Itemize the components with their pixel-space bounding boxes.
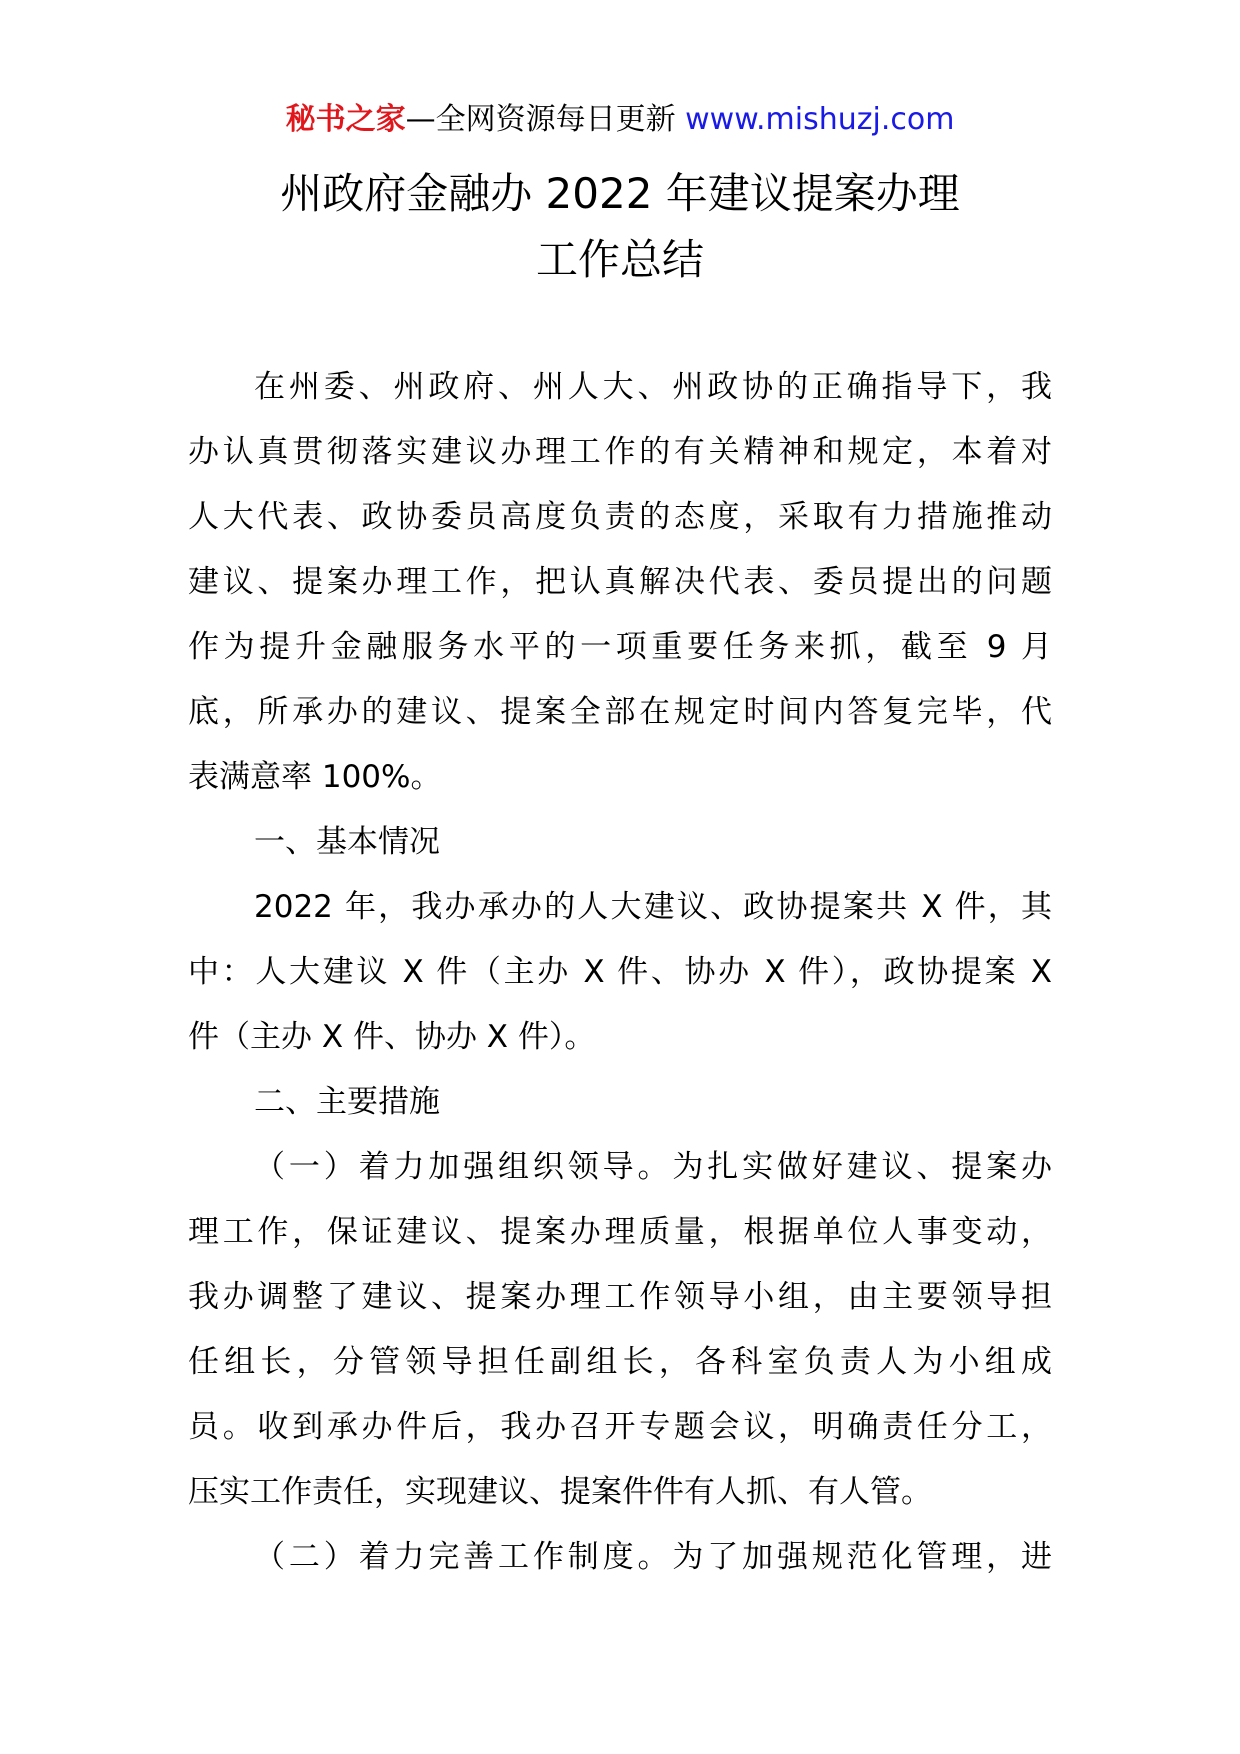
- paragraph-line: 理工作，保证建议、提案办理质量，根据单位人事变动，: [188, 1214, 1052, 1250]
- paragraph-line: 我办调整了建议、提案办理工作领导小组，由主要领导担: [188, 1279, 1052, 1315]
- section-heading: 一、基本情况: [254, 824, 440, 860]
- paragraph-line: （二）着力完善工作制度。为了加强规范化管理，进: [254, 1539, 1052, 1575]
- paragraph-line: 建议、提案办理工作，把认真解决代表、委员提出的问题: [188, 564, 1052, 600]
- paragraph-line: 2022 年，我办承办的人大建议、政协提案共 X 件，其: [254, 889, 1052, 925]
- paragraph-line: 任组长，分管领导担任副组长，各科室负责人为小组成: [188, 1344, 1052, 1380]
- paragraph-line: 办认真贯彻落实建议办理工作的有关精神和规定，本着对: [188, 434, 1052, 470]
- paragraph-line: 中：人大建议 X 件（主办 X 件、协办 X 件），政协提案 X: [188, 954, 1052, 990]
- document-title-line-1: 州政府金融办 2022 年建议提案办理: [280, 169, 960, 218]
- paragraph-line: 表满意率 100%。: [188, 759, 442, 795]
- document-title-line-2: 工作总结: [535, 235, 704, 284]
- paragraph-line: 员。收到承办件后，我办召开专题会议，明确责任分工，: [188, 1409, 1052, 1445]
- site-header-banner: [0, 100, 1240, 140]
- paragraph-line: 人大代表、政协委员高度负责的态度，采取有力措施推动: [188, 499, 1052, 535]
- paragraph-line: 在州委、州政府、州人大、州政协的正确指导下，我: [254, 369, 1052, 405]
- brand-name: 秘书之家: [285, 102, 406, 137]
- paragraph-line: 作为提升金融服务水平的一项重要任务来抓，截至 9 月: [188, 629, 1052, 665]
- header-slogan: —全网资源每日更新: [405, 102, 686, 137]
- paragraph-line: （一）着力加强组织领导。为扎实做好建议、提案办: [254, 1149, 1052, 1185]
- paragraph-line: 件（主办 X 件、协办 X 件）。: [188, 1019, 596, 1055]
- paragraph-line: 压实工作责任，实现建议、提案件件有人抓、有人管。: [188, 1474, 932, 1510]
- website-link[interactable]: www.mishuzj.com: [685, 102, 955, 137]
- document-body: [188, 355, 1052, 1590]
- section-heading: 二、主要措施: [254, 1084, 440, 1120]
- paragraph-line: 底，所承办的建议、提案全部在规定时间内答复完毕，代: [188, 694, 1052, 730]
